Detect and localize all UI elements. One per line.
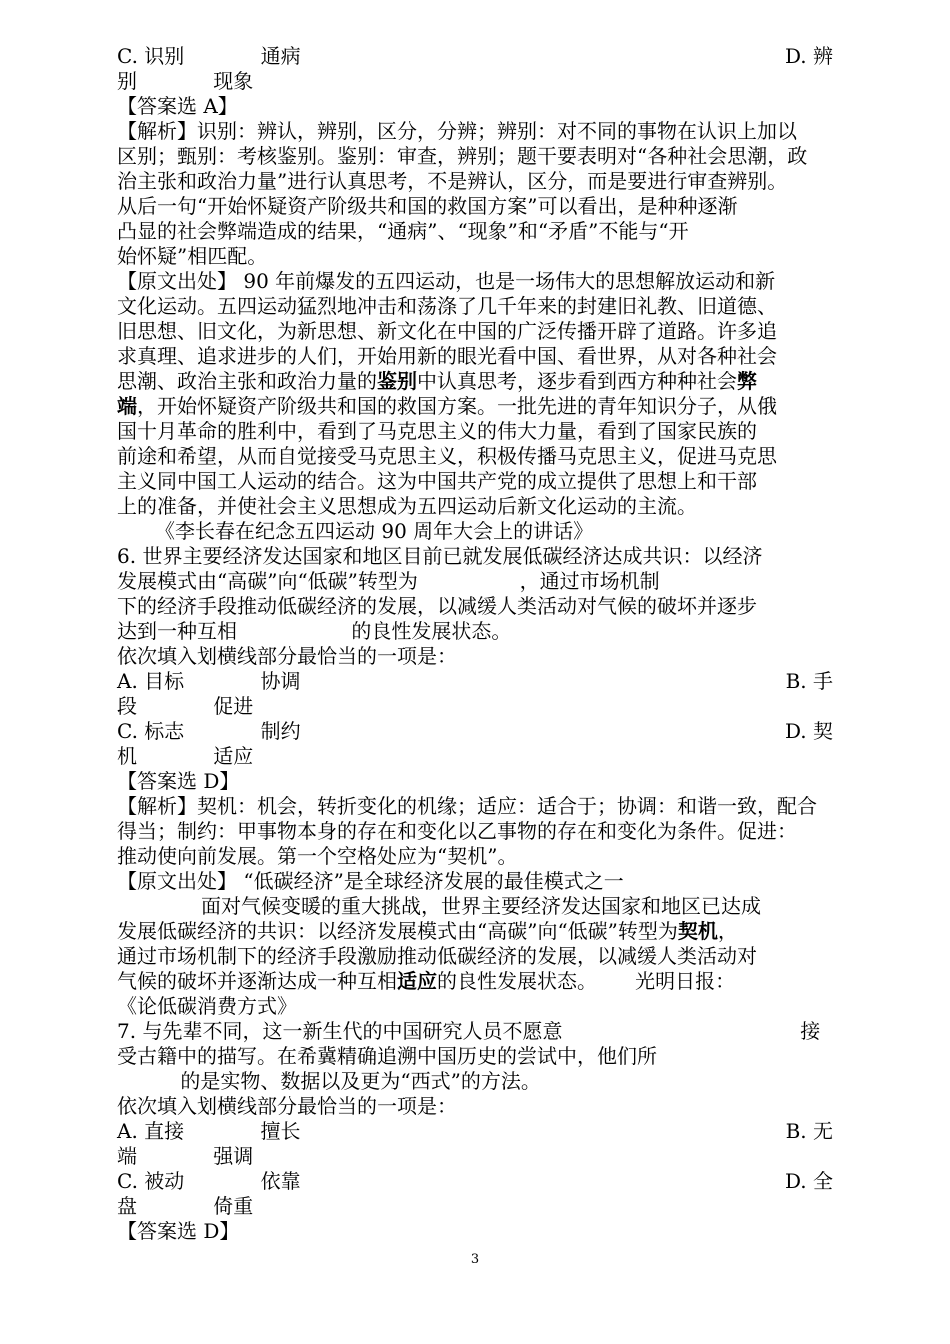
text-line: 【原文出处】 “低碳经济”是全球经济发展的最佳模式之一 bbox=[117, 869, 624, 893]
text-segment: ，开始怀疑资产阶级共和国的救国方案。一批先进的青年知识分子，从俄 bbox=[137, 394, 777, 418]
option-right: B. 无 bbox=[785, 1119, 833, 1143]
text-line bbox=[117, 44, 833, 69]
option-left: A. 直接 擅长 bbox=[117, 1119, 301, 1143]
option-right: D. 全 bbox=[784, 1169, 833, 1193]
option-right: 接 bbox=[800, 1019, 833, 1043]
text-line: 依次填入划横线部分最恰当的一项是： bbox=[117, 644, 457, 668]
option-left: C. 标志 制约 bbox=[117, 719, 301, 743]
text-segment: ， bbox=[717, 919, 738, 943]
text-line: 发展模式由“高碳”向“低碳”转型为 ，通过市场机制 bbox=[117, 569, 660, 593]
option-right: B. 手 bbox=[785, 669, 833, 693]
option-left: A. 目标 协调 bbox=[117, 669, 301, 693]
option-right: D. 辨 bbox=[784, 44, 833, 68]
text-line: 【解析】识别：辨认，辨别，区分，分辨；辨别：对不同的事物在认识上加以 bbox=[117, 119, 797, 143]
text-line: 前途和希望，从而自觉接受马克思主义，积极传播马克思主义，促进马克思 bbox=[117, 444, 777, 468]
bold-keyword: 弊 bbox=[737, 369, 757, 393]
text-line: 区别；甄别：考核鉴别。鉴别：审查，辨别；题干要表明对“各种社会思潮，政 bbox=[117, 144, 808, 168]
text-segment: 思潮、政治主张和政治力量的 bbox=[117, 369, 377, 393]
text-line bbox=[117, 1169, 833, 1194]
option-right: D. 契 bbox=[784, 719, 833, 743]
option-left: 7. 与先辈不同，这一新生代的中国研究人员不愿意 bbox=[117, 1019, 563, 1043]
text-line: 从后一句“开始怀疑资产阶级共和国的救国方案”可以看出，是种种逐渐 bbox=[117, 194, 738, 218]
text-line: 始怀疑”相匹配。 bbox=[117, 244, 268, 268]
bold-keyword: 鉴别 bbox=[377, 369, 417, 393]
text-line: 【答案选 D】 bbox=[117, 769, 240, 793]
text-line: 旧思想、旧文化，为新思想、新文化在中国的广泛传播开辟了道路。许多追 bbox=[117, 319, 777, 343]
text-line: 的是实物、数据以及更为“西式”的方法。 bbox=[155, 1069, 541, 1093]
text-line: 国十月革命的胜利中，看到了马克思主义的伟大力量，看到了国家民族的 bbox=[117, 419, 757, 443]
text-line bbox=[117, 719, 833, 744]
text-line: 治主张和政治力量”进行认真思考，不是辨认，区分，而是要进行审查辨别。 bbox=[117, 169, 788, 193]
text-line bbox=[117, 1119, 833, 1144]
text-line: 【答案选 A】 bbox=[117, 94, 238, 118]
bold-keyword: 契机 bbox=[677, 919, 718, 943]
document-page bbox=[117, 44, 833, 1244]
text-line: 《论低碳消费方式》 bbox=[117, 994, 297, 1018]
text-line: 求真理、追求进步的人们，开始用新的眼光看中国、看世界，从对各种社会 bbox=[117, 344, 777, 368]
option-left: C. 识别 通病 bbox=[117, 44, 301, 68]
bold-keyword: 适应 bbox=[397, 969, 437, 993]
text-line: 主义同中国工人运动的结合。这为中国共产党的成立提供了思想上和干部 bbox=[117, 469, 757, 493]
text-line bbox=[117, 919, 833, 944]
text-segment: 的良性发展状态。 光明日报： bbox=[437, 969, 736, 993]
text-line bbox=[117, 669, 833, 694]
text-line: 下的经济手段推动低碳经济的发展，以减缓人类活动对气候的破坏并逐步 bbox=[117, 594, 757, 618]
text-line: 文化运动。五四运动猛烈地冲击和荡涤了几千年来的封建旧礼教、旧道德、 bbox=[117, 294, 777, 318]
page-number: 3 bbox=[470, 1252, 480, 1267]
text-line: 受古籍中的描写。在希冀精确追溯中国历史的尝试中，他们所 bbox=[117, 1044, 657, 1068]
text-line bbox=[117, 369, 833, 394]
text-line: 【原文出处】 90 年前爆发的五四运动，也是一场伟大的思想解放运动和新 bbox=[117, 269, 776, 293]
text-line: 上的准备，并使社会主义思想成为五四运动后新文化运动的主流。 bbox=[117, 494, 697, 518]
option-left: C. 被动 依靠 bbox=[117, 1169, 301, 1193]
bold-keyword: 端 bbox=[117, 394, 137, 418]
text-line: 推动使向前发展。第一个空格处应为“契机”。 bbox=[117, 844, 518, 868]
text-line: 端 强调 bbox=[117, 1144, 254, 1168]
text-line bbox=[117, 394, 833, 419]
text-line: 依次填入划横线部分最恰当的一项是： bbox=[117, 1094, 457, 1118]
text-line: 机 适应 bbox=[117, 744, 254, 768]
text-line: 【答案选 D】 bbox=[117, 1219, 240, 1243]
text-line: 得当；制约：甲事物本身的存在和变化以乙事物的存在和变化为条件。促进： bbox=[117, 819, 797, 843]
text-line bbox=[117, 969, 833, 994]
text-line: 通过市场机制下的经济手段激励推动低碳经济的发展，以减缓人类活动对 bbox=[117, 944, 757, 968]
text-line: 盘 倚重 bbox=[117, 1194, 254, 1218]
text-segment: 中认真思考，逐步看到西方种种社会 bbox=[417, 369, 737, 393]
text-line: 【解析】契机：机会，转折变化的机缘；适应：适合于；协调：和谐一致，配合 bbox=[117, 794, 817, 818]
text-line: 6. 世界主要经济发达国家和地区目前已就发展低碳经济达成共识：以经济 bbox=[117, 544, 763, 568]
text-line bbox=[117, 1019, 833, 1044]
text-line: 别 现象 bbox=[117, 69, 254, 93]
text-line: 凸显的社会弊端造成的结果，“通病”、“现象”和“矛盾”不能与“开 bbox=[117, 219, 689, 243]
text-line: 面对气候变暖的重大挑战，世界主要经济发达国家和地区已达成 bbox=[201, 894, 761, 918]
text-line: 《李长春在纪念五四运动 90 周年大会上的讲话》 bbox=[155, 519, 594, 543]
text-line: 段 促进 bbox=[117, 694, 254, 718]
text-segment: 发展低碳经济的共识：以经济发展模式由“高碳”向“低碳”转型为 bbox=[117, 919, 678, 943]
text-segment: 气候的破坏并逐渐达成一种互相 bbox=[117, 969, 397, 993]
text-line: 达到一种互相 的良性发展状态。 bbox=[117, 619, 512, 643]
